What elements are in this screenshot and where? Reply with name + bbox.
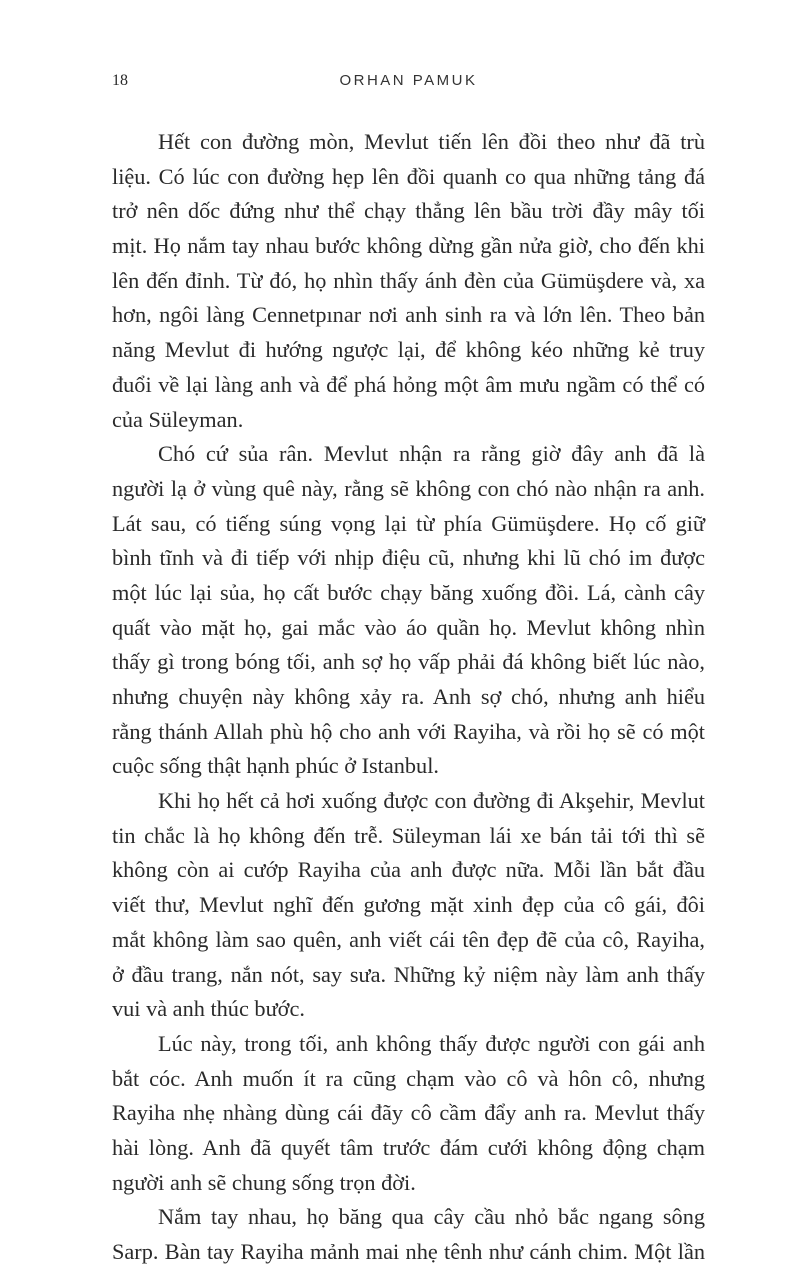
paragraph <box>112 437 705 784</box>
text-line: vui và anh thúc bước. <box>112 996 305 1022</box>
text-line: người lạ ở vùng quê này, rằng sẽ không con chó nào nhận ra anh. <box>112 475 705 501</box>
text-line: Chó cứ sủa rân. Mevlut nhận ra rằng giờ đây anh đã là <box>158 441 705 467</box>
text-line: quất vào mặt họ, gai mắc vào áo quần họ. Mevlut không nhìn <box>112 614 705 640</box>
text-line: liệu. Có lúc con đường hẹp lên đồi quanh co qua những tảng đá <box>112 163 705 189</box>
text-line: lên đến đỉnh. Từ đó, họ nhìn thấy ánh đèn của Gümüşdere và, xa <box>112 267 705 293</box>
text-line: Hết con đường mòn, Mevlut tiến lên đồi theo như đã trù <box>158 129 705 154</box>
text-line: không còn ai cướp Rayiha của anh được nữa. Mỗi lần bắt đầu <box>112 857 705 883</box>
text-line: một lúc lại sủa, họ cất bước chạy băng xuống đồi. Lá, cành cây <box>112 579 705 605</box>
text-line: rằng thánh Allah phù hộ cho anh với Rayiha, và rồi họ sẽ có một <box>112 718 705 744</box>
text-line: Lúc này, trong tối, anh không thấy được người con gái anh <box>158 1030 705 1056</box>
text-line: mịt. Họ nắm tay nhau bước không dừng gần nửa giờ, cho đến khi <box>112 233 705 259</box>
text-line: Sarp. Bàn tay Rayiha mảnh mai nhẹ tênh như cánh chim. Một lần <box>112 1239 705 1264</box>
text-line: thấy gì trong bóng tối, anh sợ họ vấp phải đá không biết lúc nào, <box>112 649 705 675</box>
text-line: người anh sẽ chung sống trọn đời. <box>112 1169 416 1195</box>
text-line: nhưng chuyện này không xảy ra. Anh sợ chó, nhưng anh hiểu <box>112 684 705 709</box>
text-line: của Süleyman. <box>112 406 244 432</box>
text-line: bắt cóc. Anh muốn ít ra cũng chạm vào cô và hôn cô, nhưng <box>112 1065 705 1091</box>
text-line: hài lòng. Anh đã quyết tâm trước đám cưới không động chạm <box>112 1134 705 1160</box>
text-line: viết thư, Mevlut nghĩ đến gương mặt xinh đẹp của cô gái, đôi <box>112 892 705 918</box>
body-text <box>112 125 705 1270</box>
text-line: trở nên dốc đứng như thể chạy thẳng lên bầu trời đầy mây tối <box>112 198 705 224</box>
text-line: Lát sau, có tiếng súng vọng lại từ phía Gümüşdere. Họ cố giữ <box>112 510 705 536</box>
paragraph <box>112 784 705 1027</box>
text-line: tin chắc là họ không đến trễ. Süleyman lái xe bán tải tới thì sẽ <box>112 822 705 848</box>
text-line: Nắm tay nhau, họ băng qua cây cầu nhỏ bắc ngang sông <box>158 1204 705 1230</box>
text-line: đuổi về lại làng anh và để phá hỏng một âm mưu ngầm có thể có <box>112 371 705 397</box>
running-head: ORHAN PAMUK <box>339 72 478 89</box>
text-line: Rayiha nhẹ nhàng dùng cái đãy cô cầm đẩy anh ra. Mevlut thấy <box>112 1100 705 1126</box>
page-number: 18 <box>112 72 128 89</box>
page-header <box>112 72 705 94</box>
paragraph <box>112 125 705 437</box>
paragraph <box>112 1200 705 1269</box>
paragraph <box>112 1027 705 1200</box>
text-line: mắt không làm sao quên, anh viết cái tên đẹp đẽ của cô, Rayiha, <box>112 926 705 952</box>
text-line: Khi họ hết cả hơi xuống được con đường đi Akşehir, Mevlut <box>158 788 705 814</box>
text-line: cuộc sống thật hạnh phúc ở Istanbul. <box>112 753 439 779</box>
text-line: năng Mevlut đi hướng ngược lại, để không kéo những kẻ truy <box>112 337 705 363</box>
text-line: ở đầu trang, nắn nót, say sưa. Những kỷ niệm này làm anh thấy <box>112 961 705 987</box>
text-line: hơn, ngôi làng Cennetpınar nơi anh sinh ra và lớn lên. Theo bản <box>112 302 705 328</box>
text-line: bình tĩnh và đi tiếp với nhịp điệu cũ, nhưng khi lũ chó im được <box>112 545 705 571</box>
